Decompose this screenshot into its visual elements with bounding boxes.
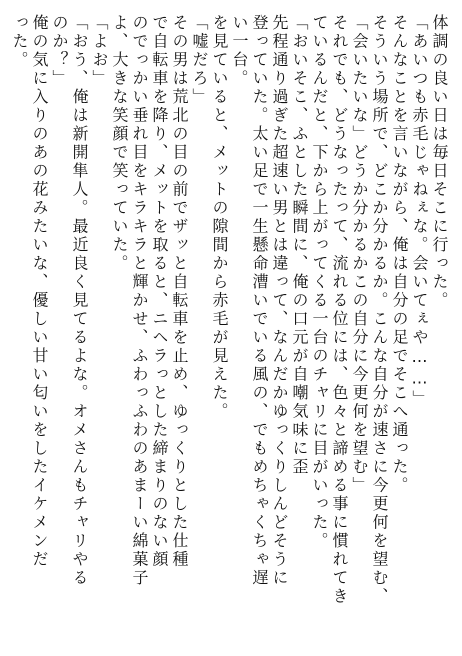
text-column-17: よ、大きな笑顔で笑っていた。 bbox=[110, 14, 129, 273]
text-column-2: 「あいつも赤毛じゃねぇな。会いてぇや……」 bbox=[410, 14, 429, 409]
text-column-11: い一台。 bbox=[230, 14, 249, 88]
text-column-8: 「おいそこ、ふとした瞬間に、俺の口元が自嘲気味に歪 bbox=[290, 14, 309, 477]
text-column-20: のか？」 bbox=[50, 14, 69, 88]
text-column-18: 「よお」 bbox=[90, 14, 109, 88]
text-column-1: 体調の良い日は毎日そこに行った。 bbox=[430, 14, 449, 310]
text-column-9: 先程通り過ぎた超速い男とは違って、なんだかゆっくりしんどそうに bbox=[270, 14, 289, 588]
text-column-22: った。 bbox=[10, 14, 29, 70]
text-column-3: そんなことを言いながら、俺は自分の足でそこへ通った。 bbox=[390, 14, 409, 495]
text-column-19: 「おう、俺は新開隼人。最近良く見てるよな。オメさんもチャリやる bbox=[70, 14, 89, 588]
text-column-5: 「会いたいな」どうか分かるかこの自分に今更何を望む」 bbox=[350, 14, 369, 495]
text-column-6: それでも、どうなったって、流れる位には、色々と諦める事に慣れてき bbox=[330, 14, 349, 606]
text-column-12: を見ていると、メットの隙間から赤毛が見えた。 bbox=[210, 14, 229, 421]
text-column-7: ているんだと、下から上がってくる一台のチャリに目がいった。 bbox=[310, 14, 329, 551]
text-column-15: で自転車を降り、メットを取ると、ニヘラっとした締まりのない顔 bbox=[150, 14, 169, 569]
text-column-16: のでっかい垂れ目をキラキラと輝かせ、ふわっふわのあまーい綿菓子 bbox=[130, 14, 149, 588]
text-column-21: 俺の気に入りのあの花みたいな、優しい甘い匂いをしたイケメンだ bbox=[30, 14, 49, 569]
text-column-4: そういう場所で、どこか分かるか。こんな自分が速さに今更何を望む、 bbox=[370, 14, 389, 606]
text-column-13: 「嘘だろ」 bbox=[190, 14, 209, 107]
text-column-14: その男は荒北の目の前でザッと自転車を止め、ゆっくりとした仕種 bbox=[170, 14, 189, 569]
text-column-10: 登っていた。太い足で一生懸命漕いでいる風の、でもめちゃくちゃ遅 bbox=[250, 14, 269, 588]
